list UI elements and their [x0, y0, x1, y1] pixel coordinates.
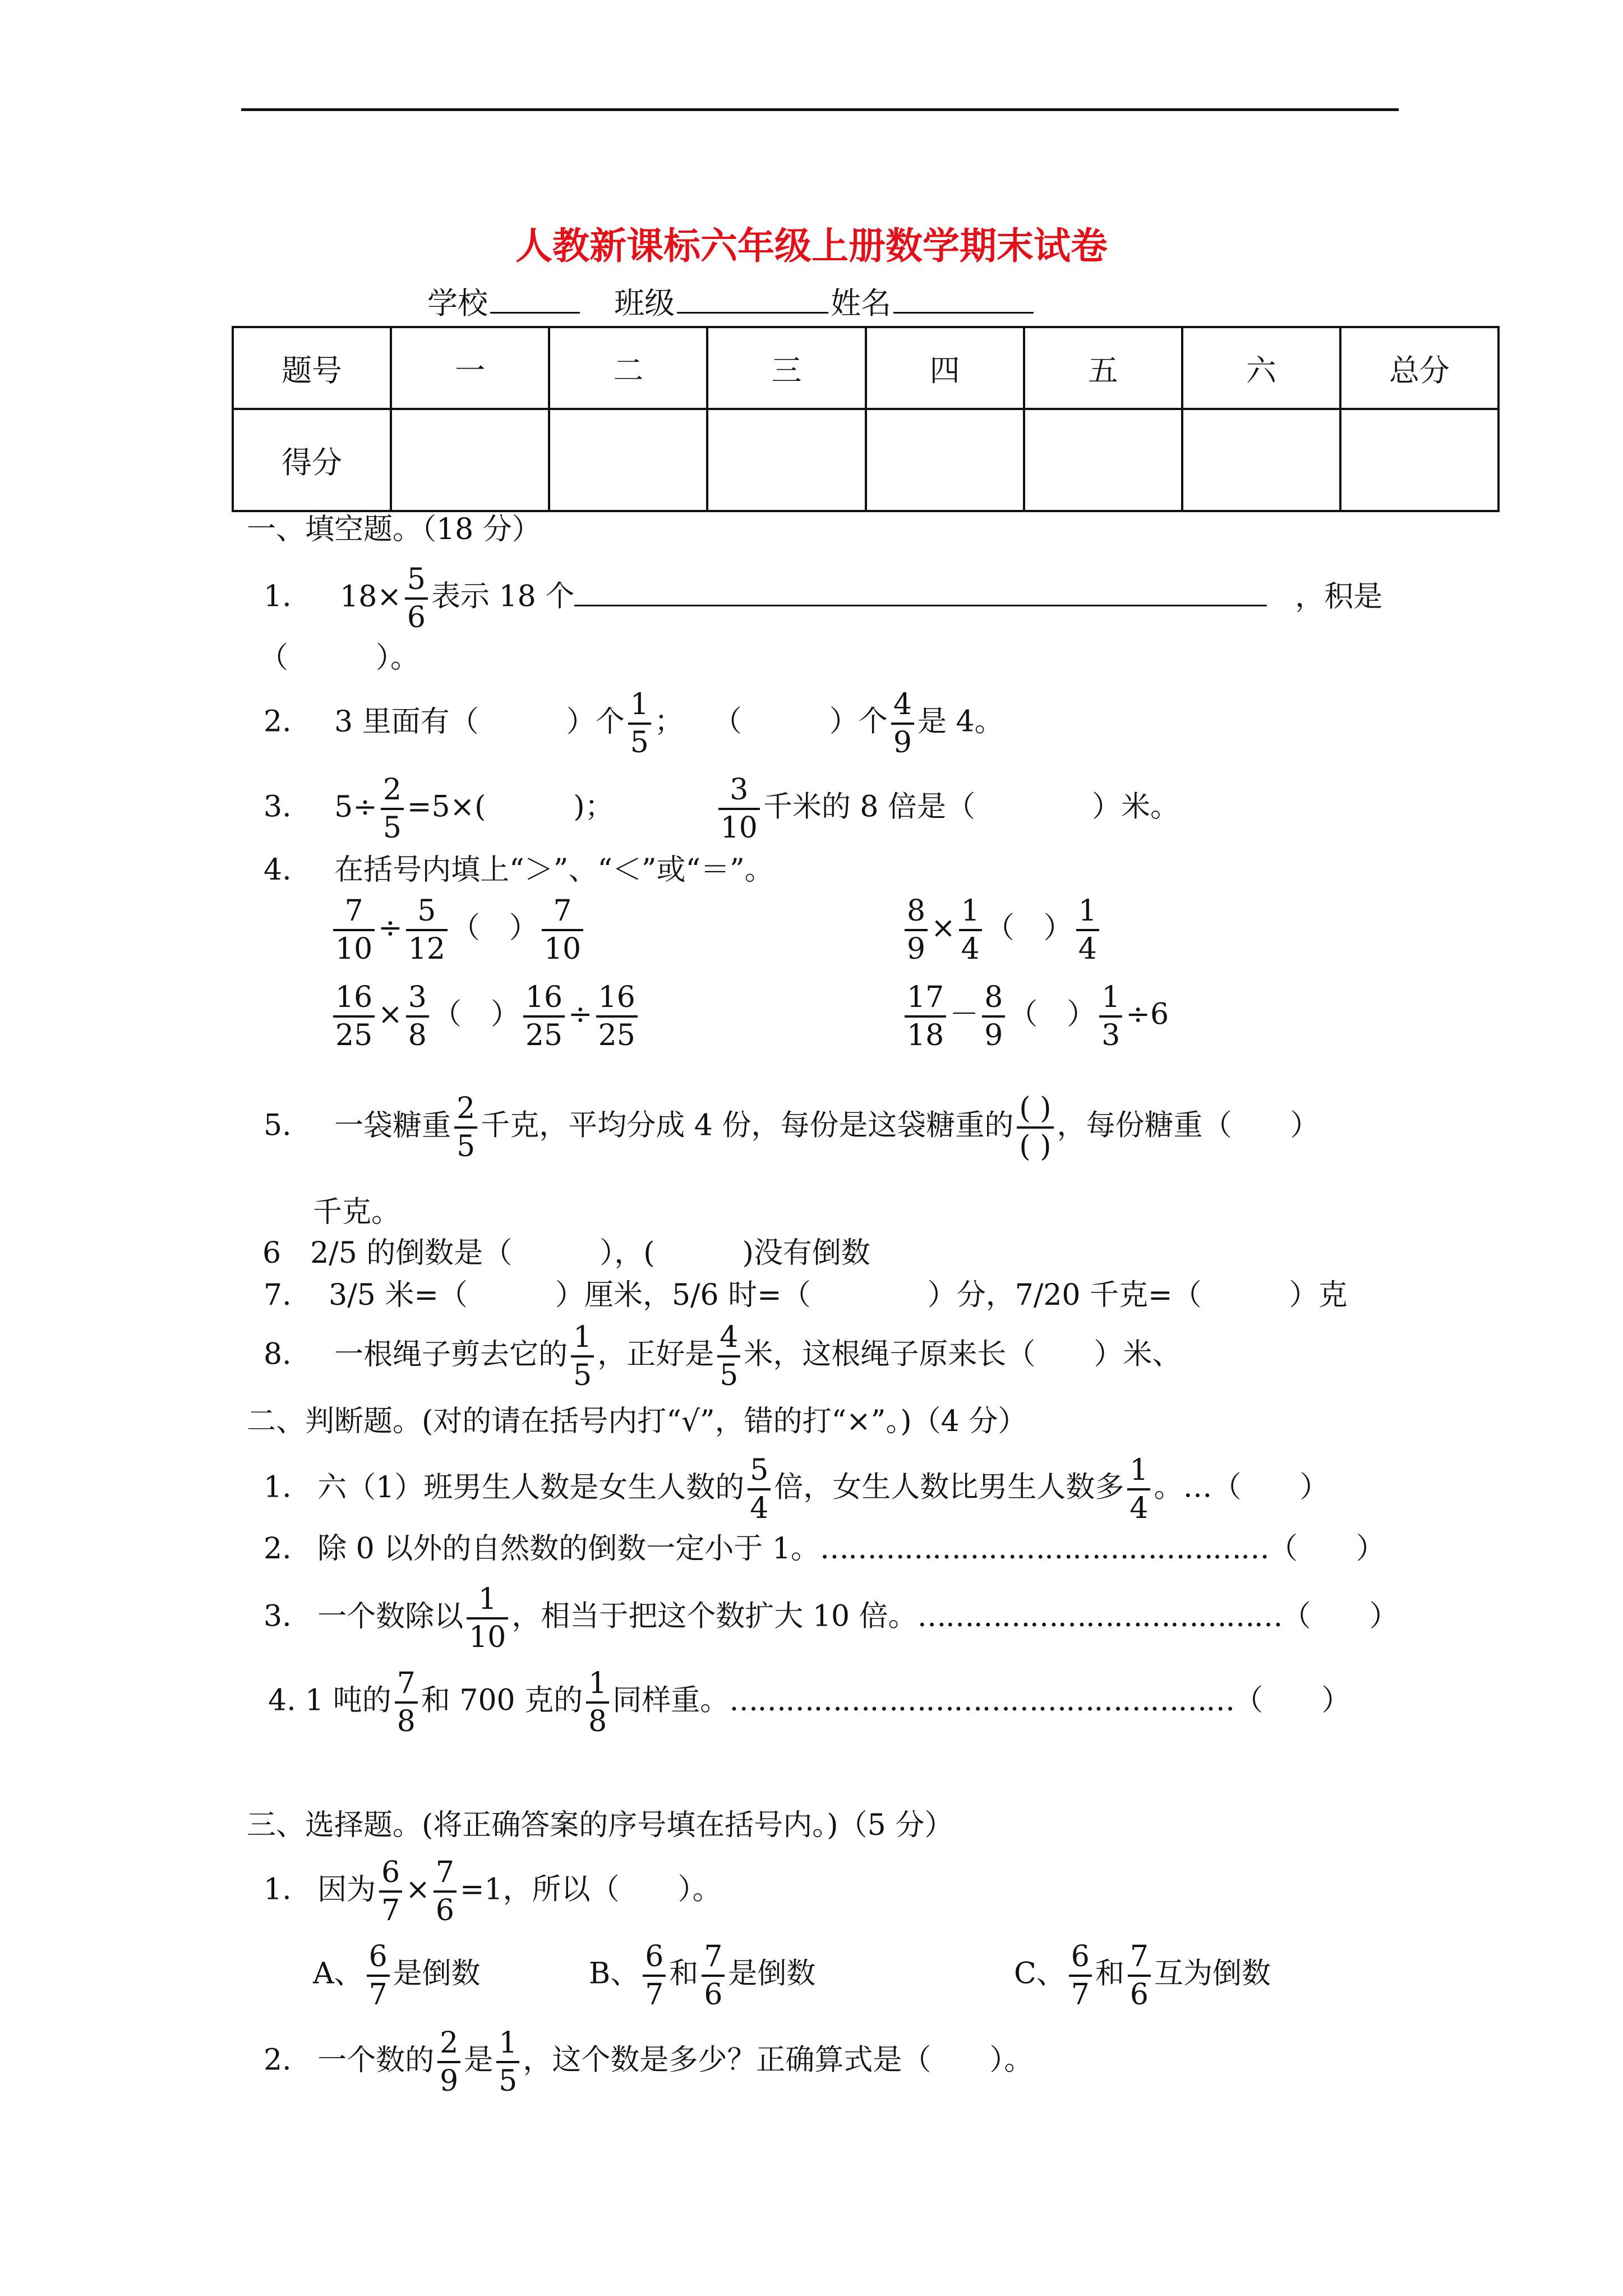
numerator: 7	[1129, 1940, 1149, 1973]
question-number: 1.	[264, 579, 292, 614]
fraction-blank[interactable]	[1017, 1094, 1053, 1161]
option-text: 和	[1095, 1957, 1124, 1991]
sec1-q4	[264, 855, 774, 885]
denominator: 12	[408, 932, 445, 966]
denominator: 3	[1101, 1019, 1121, 1052]
compare-r1b	[901, 896, 1103, 964]
fraction	[905, 983, 946, 1050]
option-label: A、	[313, 1957, 363, 1991]
numerator: 1	[630, 688, 649, 721]
numerator: 4	[893, 688, 912, 721]
denominator: 9	[984, 1019, 1003, 1052]
sec3-q1-option-a[interactable]	[313, 1940, 481, 2012]
fraction	[702, 1940, 725, 2012]
fraction	[1127, 1453, 1150, 1525]
q-text: ，积是	[1295, 579, 1383, 614]
denominator: 25	[525, 1019, 563, 1052]
fraction-bar	[406, 1015, 429, 1018]
fraction	[717, 1320, 740, 1392]
denominator: 5	[457, 1130, 476, 1163]
numerator: 4	[720, 1320, 739, 1354]
fraction-bar	[905, 929, 928, 931]
sec1-q2	[264, 688, 1004, 760]
numerator: 8	[984, 981, 1003, 1014]
denominator: 4	[750, 1492, 769, 1525]
answer-paren[interactable]: （ ）	[1268, 1532, 1385, 1566]
score-cell[interactable]	[549, 409, 707, 511]
sec2-q2	[264, 1532, 1385, 1566]
q-text: ，正好是	[597, 1337, 714, 1372]
q-text: ； （ ）个	[654, 705, 888, 739]
fraction-bar	[406, 929, 448, 931]
numerator: 16	[525, 981, 563, 1014]
q-text: 千米的 8 倍是（ ）米。	[763, 790, 1180, 824]
fraction-bar	[959, 929, 982, 931]
fraction	[643, 1940, 666, 2012]
numerator: 16	[598, 981, 635, 1014]
q-text: 一根绳子剪去它的	[334, 1337, 568, 1372]
fraction	[405, 565, 428, 632]
sec3-q2	[264, 2028, 1033, 2096]
answer-paren[interactable]: （ ）	[1281, 1599, 1399, 1634]
denominator: 10	[469, 1621, 506, 1654]
fraction	[1099, 983, 1122, 1050]
fraction-bar	[891, 723, 914, 725]
school-field[interactable]	[490, 287, 580, 314]
q-text: ，这个数是多少？正确算式是（ ）。	[523, 2043, 1034, 2077]
score-cell[interactable]	[866, 409, 1024, 511]
denominator: 10	[335, 932, 373, 966]
sec1-q7	[264, 1278, 1348, 1312]
question-number: 4.	[264, 853, 292, 887]
denominator: 8	[396, 1705, 416, 1738]
sec1-q1	[264, 565, 1382, 632]
numerator: 1	[478, 1582, 497, 1616]
numerator: 1	[961, 894, 980, 928]
denominator: 6	[435, 1894, 454, 1927]
numerator: 5	[407, 563, 426, 596]
fraction-bar	[1127, 1488, 1150, 1490]
q-text: 除 0 以外的自然数的倒数一定小于 1。	[317, 1532, 820, 1566]
denominator: 6	[704, 1978, 723, 2012]
q-text: 因为	[317, 1872, 376, 1907]
numerator: 1	[1129, 1453, 1149, 1487]
numerator: 6	[381, 1856, 400, 1889]
fraction	[1069, 1940, 1092, 2012]
q-text: ，相当于把这个数扩大 10 倍。	[511, 1599, 917, 1634]
fraction-bar	[1128, 1975, 1151, 1977]
numerator: 5	[417, 894, 436, 928]
denominator: 25	[598, 1019, 635, 1052]
q-text: 米，这根绳子原来长（ ）米、	[744, 1337, 1182, 1372]
fraction	[718, 775, 760, 843]
denominator: 6	[1129, 1978, 1149, 2012]
score-header-cell: 五	[1024, 327, 1182, 409]
fraction	[905, 896, 928, 964]
fraction	[1128, 1940, 1151, 2012]
class-field[interactable]	[677, 287, 828, 314]
q-text: 千克，平均分成 4 份，每份是这袋糖重的	[481, 1108, 1014, 1143]
class-label: 班级	[614, 286, 675, 321]
name-field[interactable]	[893, 287, 1034, 314]
fraction-bar	[1017, 1126, 1053, 1129]
operator: ÷	[568, 997, 593, 1032]
denominator: 5	[382, 811, 402, 845]
sec3-q1-option-c[interactable]	[1014, 1940, 1271, 2012]
fraction	[959, 896, 982, 964]
question-number: 2.	[264, 705, 292, 739]
sec1-q8	[264, 1320, 1182, 1392]
q-text: 一袋糖重	[334, 1108, 451, 1143]
score-header-cell: 三	[707, 327, 865, 409]
denominator: 18	[907, 1019, 944, 1052]
score-header-cell: 二	[549, 327, 707, 409]
q-text: 一个数的	[317, 2043, 435, 2077]
fraction	[381, 775, 404, 843]
denominator: 4	[1129, 1492, 1149, 1525]
fraction	[333, 896, 375, 964]
numerator: 1	[588, 1667, 607, 1700]
denominator: 4	[961, 932, 980, 966]
fraction-bar	[586, 1701, 609, 1704]
sec2-q3	[264, 1582, 1399, 1654]
q-text: 是	[464, 2043, 494, 2077]
fraction-bar	[454, 1126, 477, 1129]
sec1-q3	[264, 775, 1179, 843]
fraction-bar	[628, 723, 651, 725]
fraction-bar	[467, 1617, 508, 1619]
sec1-q5-cont: 千克。	[313, 1195, 401, 1229]
operator: ÷	[378, 911, 403, 945]
operator: －	[949, 997, 979, 1032]
fraction-bar	[702, 1975, 725, 1977]
denominator: 10	[720, 811, 758, 845]
option-text: 是倒数	[393, 1957, 481, 1991]
question-number: 2.	[264, 1532, 292, 1566]
fraction	[437, 2028, 460, 2096]
school-label: 学校	[427, 286, 488, 321]
fraction	[891, 688, 914, 760]
numerator: 2	[382, 773, 402, 807]
answer-paren[interactable]: （ ）	[432, 997, 520, 1032]
q-text: 3 里面有（ ）个	[334, 705, 625, 739]
answer-paren[interactable]: （ ）	[450, 911, 538, 945]
student-info	[427, 287, 1036, 319]
fraction-bar	[437, 2061, 460, 2063]
question-number: 8.	[264, 1337, 292, 1372]
denominator: 7	[381, 1894, 400, 1927]
fraction	[467, 1582, 508, 1654]
operator: ×	[378, 997, 403, 1032]
option-text: 互为倒数	[1154, 1957, 1271, 1991]
fraction-bar	[748, 1488, 771, 1490]
fraction-bar	[379, 1890, 402, 1893]
q-text: 倍，女生人数比男生人数多	[774, 1470, 1124, 1504]
fraction-bar	[718, 808, 760, 810]
denominator: 7	[1071, 1978, 1090, 2012]
fraction	[434, 1858, 457, 1925]
fraction	[982, 983, 1005, 1050]
denominator: 5	[720, 1359, 739, 1392]
sec3-q1-option-b[interactable]	[589, 1940, 816, 2012]
fraction	[367, 1940, 390, 2012]
question-number: 2.	[264, 2043, 292, 2077]
option-text: 和	[669, 1957, 699, 1991]
header-rule	[241, 108, 1399, 111]
score-row-label: 得分	[233, 409, 391, 511]
option-label: C、	[1014, 1957, 1066, 1991]
numerator: 5	[750, 1453, 769, 1487]
score-header-cell: 四	[866, 327, 1024, 409]
fraction-bar	[571, 1355, 594, 1358]
fraction-bar	[333, 929, 375, 931]
denominator: 5	[499, 2064, 518, 2098]
score-cell[interactable]	[391, 409, 549, 511]
name-label: 姓名	[831, 286, 892, 321]
numerator: 1	[1101, 981, 1121, 1014]
leader-dots: …………………………………	[917, 1599, 1282, 1634]
score-header-cell: 总分	[1340, 327, 1498, 409]
denominator: 8	[408, 1019, 427, 1052]
option-text: 是倒数	[728, 1957, 816, 1991]
q-text: 5÷	[334, 790, 377, 824]
answer-paren[interactable]: （ ）	[1008, 997, 1096, 1032]
score-cell[interactable]	[707, 409, 865, 511]
q-text: 表示 18 个	[431, 579, 575, 614]
denominator: 6	[407, 601, 426, 634]
section2-heading: 二、判断题。(对的请在括号内打“√”，错的打“×”。)（4 分）	[247, 1405, 1027, 1438]
numerator: 7	[344, 894, 363, 928]
numerator: 6	[1071, 1940, 1090, 1973]
compare-r1a	[330, 896, 587, 964]
numerator: 3	[730, 773, 749, 807]
denominator: ( )	[1019, 1130, 1052, 1163]
denominator: 9	[440, 2064, 459, 2098]
score-table	[232, 326, 1500, 512]
fraction	[748, 1453, 771, 1525]
numerator: 6	[368, 1940, 388, 1973]
fraction-bar	[333, 1015, 375, 1018]
fraction-bar	[496, 2061, 519, 2063]
score-table-score-row	[233, 409, 1498, 511]
fraction	[628, 688, 651, 760]
fraction-bar	[982, 1015, 1005, 1018]
numerator: 8	[907, 894, 926, 928]
q-text: 在括号内填上“＞”、“＜”或“＝”。	[334, 853, 774, 887]
fraction	[496, 2028, 519, 2096]
q-text: 。…	[1154, 1470, 1212, 1504]
fraction-bar	[395, 1701, 418, 1704]
score-header-cell: 题号	[233, 327, 391, 409]
q-text: ÷6	[1126, 997, 1169, 1032]
sec1-q1-cont: （ ）。	[259, 641, 420, 675]
question-number: 7.	[264, 1278, 292, 1312]
numerator: 17	[907, 981, 944, 1014]
fraction-bar	[367, 1975, 390, 1977]
operator: ×	[931, 911, 956, 945]
fraction	[406, 983, 429, 1050]
leader-dots: ………………………………………………	[729, 1683, 1234, 1718]
q-text: =1，所以（ ）。	[459, 1872, 722, 1907]
score-header-cell: 六	[1182, 327, 1340, 409]
numerator: 6	[645, 1940, 664, 1973]
sec2-q1	[264, 1453, 1329, 1525]
fraction	[596, 983, 638, 1050]
question-number: 3.	[264, 790, 292, 824]
denominator: 7	[645, 1978, 664, 2012]
fraction-bar	[717, 1355, 740, 1358]
fraction	[454, 1094, 477, 1161]
fraction-bar	[523, 1015, 565, 1018]
numerator: 1	[573, 1320, 592, 1354]
option-label: B、	[589, 1957, 640, 1991]
fraction	[379, 1858, 402, 1925]
q-text: ，每份糖重（ ）	[1057, 1108, 1320, 1143]
score-table-header-row	[233, 327, 1498, 409]
answer-paren[interactable]: （ ）	[1212, 1470, 1329, 1504]
denominator: 8	[588, 1705, 607, 1738]
q-text: 是 4。	[917, 705, 1004, 739]
question-number: 1.	[264, 1872, 292, 1907]
score-cell[interactable]	[1340, 409, 1498, 511]
leader-dots: …………………………………………	[819, 1532, 1269, 1566]
answer-line[interactable]	[574, 605, 1267, 606]
fraction	[586, 1669, 609, 1736]
question-number: 3.	[264, 1599, 292, 1634]
denominator: 7	[368, 1978, 388, 2012]
numerator: 1	[1078, 894, 1097, 928]
q-text: 4. 1 吨的	[268, 1683, 391, 1718]
question-number: 5.	[264, 1108, 292, 1143]
page-title: 人教新课标六年级上册数学期末试卷	[515, 224, 1108, 268]
denominator: 25	[335, 1019, 373, 1052]
section1-heading: 一、填空题。（18 分）	[247, 513, 541, 546]
denominator: 5	[630, 726, 649, 760]
sec1-q5	[264, 1094, 1320, 1161]
score-cell[interactable]	[1024, 409, 1182, 511]
denominator: 9	[907, 932, 926, 966]
numerator: 7	[396, 1667, 416, 1700]
q-text: =5×( )；	[407, 790, 614, 824]
fraction	[333, 983, 375, 1050]
q-text: 一个数除以	[317, 1599, 464, 1634]
numerator: 7	[704, 1940, 723, 1973]
fraction	[395, 1669, 418, 1736]
numerator: 16	[335, 981, 373, 1014]
numerator: 1	[499, 2026, 518, 2060]
fraction-bar	[381, 808, 404, 810]
sec1-q6: 6 2/5 的倒数是（ ），( )没有倒数	[262, 1236, 870, 1270]
fraction-bar	[596, 1015, 638, 1018]
numerator: 2	[457, 1092, 476, 1125]
fraction	[1076, 896, 1099, 964]
compare-r2b	[901, 983, 1169, 1050]
denominator: 9	[893, 726, 912, 760]
numerator: 2	[440, 2026, 459, 2060]
fraction	[523, 983, 565, 1050]
q-text: 18×	[340, 579, 402, 614]
operator: ×	[405, 1872, 430, 1907]
section3-heading: 三、选择题。(将正确答案的序号填在括号内。)（5 分）	[247, 1809, 954, 1842]
numerator: 3	[408, 981, 427, 1014]
fraction	[406, 896, 448, 964]
denominator: 5	[573, 1359, 592, 1392]
q-text: 同样重。	[612, 1683, 730, 1718]
denominator: 4	[1078, 932, 1097, 966]
fraction	[542, 896, 583, 964]
q-text: 和 700 克的	[421, 1683, 583, 1718]
score-cell[interactable]	[1182, 409, 1340, 511]
fraction-bar	[405, 597, 428, 600]
fraction	[571, 1320, 594, 1392]
fraction-bar	[905, 1015, 946, 1018]
numerator: ( )	[1019, 1092, 1052, 1125]
fraction-bar	[1099, 1015, 1122, 1018]
answer-paren[interactable]: （ ）	[985, 911, 1073, 945]
numerator: 7	[553, 894, 572, 928]
q-text: 3/5 米=（ ）厘米，5/6 时=（ ）分，7/20 千克=（ ）克	[329, 1278, 1348, 1312]
fraction-bar	[1069, 1975, 1092, 1977]
answer-paren[interactable]: （ ）	[1234, 1683, 1351, 1718]
sec2-q4	[268, 1669, 1350, 1736]
question-number: 1.	[264, 1470, 292, 1504]
sec3-q1	[264, 1858, 722, 1925]
denominator: 10	[543, 932, 582, 966]
q-text: 六（1）班男生人数是女生人数的	[317, 1470, 745, 1504]
compare-r2a	[330, 983, 641, 1050]
fraction-bar	[1076, 929, 1099, 931]
numerator: 7	[435, 1856, 454, 1889]
fraction-bar	[434, 1890, 457, 1893]
fraction-bar	[643, 1975, 666, 1977]
fraction-bar	[542, 929, 583, 931]
score-header-cell: 一	[391, 327, 549, 409]
